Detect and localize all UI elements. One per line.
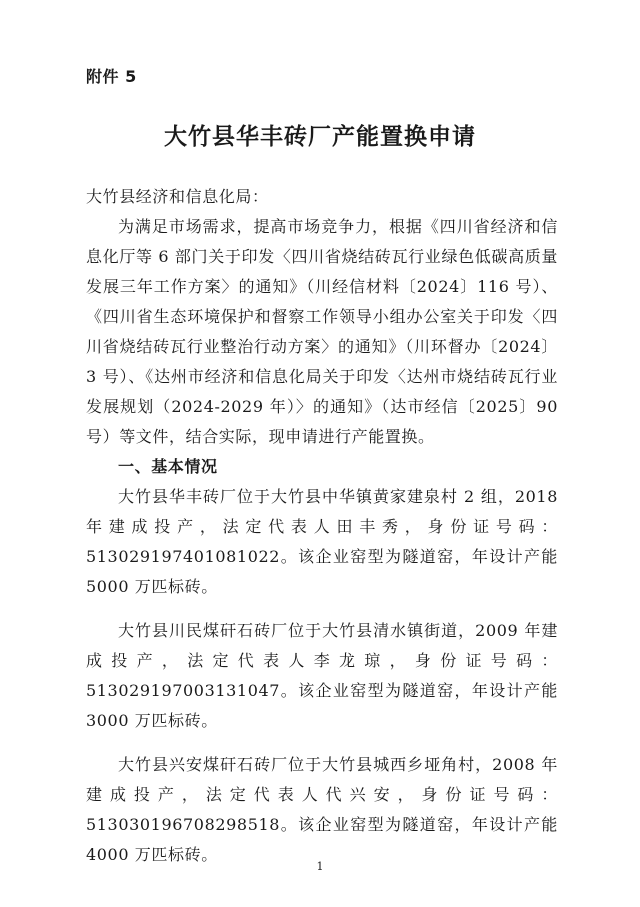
document-body bbox=[86, 182, 558, 870]
company-paragraph-huafeng: 大竹县华丰砖厂位于大竹县中华镇黄家建泉村 2 组，2018 年建成投产，法定代表人田丰秀，身份证号码：513029197401081022。该企业窑型为隧道窑，年设计产能 5000 万匹标砖。 bbox=[86, 487, 558, 596]
salutation: 大竹县经济和信息化局： bbox=[86, 187, 269, 206]
section-heading-basic-info: 一、基本情况 bbox=[118, 457, 218, 476]
document-title: 大竹县华丰砖厂产能置换申请 bbox=[164, 124, 476, 150]
company-paragraph-xingan: 大竹县兴安煤矸石砖厂位于大竹县城西乡垭角村，2008 年建成投产，法定代表人代兴安，身份证号码：513030196708298518。该企业窑型为隧道窑，年设计产能 4000 万匹标砖。 bbox=[86, 755, 558, 864]
company-paragraph-chuanmin: 大竹县川民煤矸石砖厂位于大竹县清水镇街道，2009 年建成投产，法定代表人李龙琼，身份证号码：513029197003131047。该企业窑型为隧道窑，年设计产能 3000 万匹标砖。 bbox=[86, 621, 558, 730]
page-number: 1 bbox=[316, 860, 324, 873]
attachment-label: 附件 5 bbox=[86, 67, 137, 86]
intro-paragraph: 为满足市场需求，提高市场竞争力，根据《四川省经济和信息化厅等 6 部门关于印发〈四川省烧结砖瓦行业绿色低碳高质量发展三年工作方案〉的通知》（川经信材料〔2024〕116 号）、《四川省生态环境保护和督察工作领导小组办公室关于印发〈四川省烧结砖瓦行业整治行动方案〉的通知》（川环督办〔2024〕3 号）、《达州市经济和信息化局关于印发〈达州市烧结砖瓦行业发展规划（2024-2029 年）〉的通知》（达市经信〔2025〕90 号）等文件，结合实际，现申请进行产能置换。 bbox=[86, 217, 558, 446]
